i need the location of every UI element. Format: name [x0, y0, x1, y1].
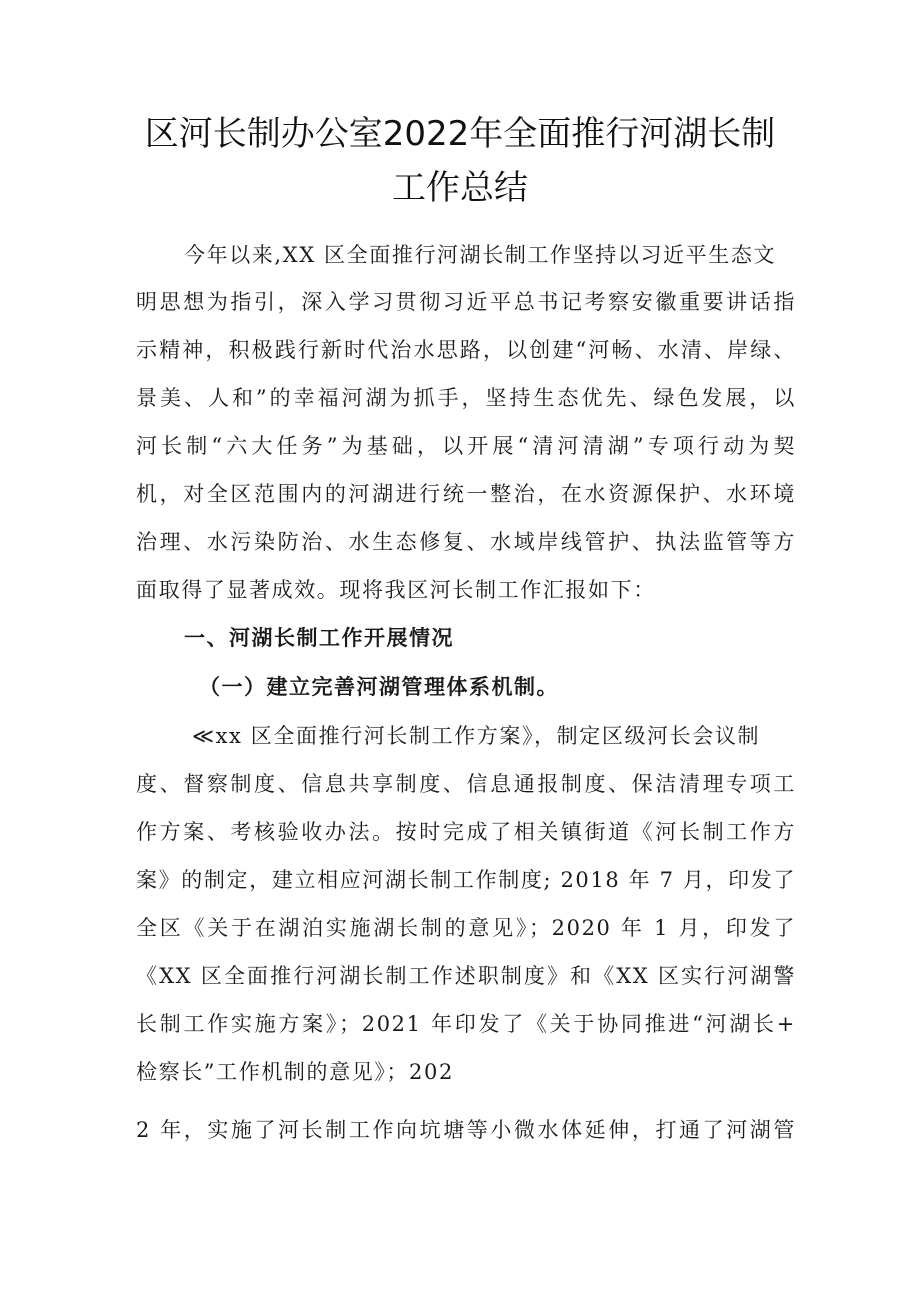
intro-paragraph-line: 景美、人和”的幸福河湖为抓手，坚持生态优先、绿色发展，以	[136, 386, 796, 410]
intro-paragraph-line: 河长制“六大任务”为基础，以开展“清河清湖”专项行动为契	[136, 434, 796, 458]
body-paragraph-line: 作方案、考核验收办法。按时完成了相关镇街道《河长制工作方	[136, 820, 796, 844]
body-paragraph-line: 全区《关于在湖泊实施湖长制的意见》；2020 年 1 月，印发了	[136, 916, 796, 940]
continuation-line: 2 年，实施了河长制工作向坑塘等小微水体延伸，打通了河湖管	[136, 1118, 796, 1142]
intro-paragraph-line: 面取得了显著成效。现将我区河长制工作汇报如下：	[136, 578, 656, 602]
subsection-heading: （一）建立完善河湖管理体系机制。	[199, 675, 559, 699]
intro-paragraph-line: 机，对全区范围内的河湖进行统一整治，在水资源保护、水环境	[136, 482, 796, 506]
body-paragraph-line: 检察长”工作机制的意见》；202	[136, 1060, 454, 1084]
body-paragraph-line: 案》的制定，建立相应河湖长制工作制度; 2018 年 7 月，印发了	[136, 868, 796, 892]
body-paragraph-line: 《XX 区全面推行河湖长制工作述职制度》和《XX 区实行河湖警	[136, 964, 796, 988]
document-title-line-1: 区河长制办公室2022年全面推行河湖长制	[144, 114, 776, 154]
document-title-line-2: 工作总结	[392, 168, 528, 208]
intro-paragraph-line: 治理、水污染防治、水生态修复、水域岸线管护、执法监管等方	[136, 530, 796, 554]
body-paragraph-line: ≪xx 区全面推行河长制工作方案》，制定区级河长会议制	[192, 724, 761, 748]
body-paragraph-line: 度、督察制度、信息共享制度、信息通报制度、保洁清理专项工	[136, 772, 796, 796]
section-heading: 一、河湖长制工作开展情况	[184, 626, 454, 650]
intro-paragraph-line: 明思想为指引，深入学习贯彻习近平总书记考察安徽重要讲话指	[136, 290, 796, 314]
intro-paragraph-line: 今年以来,XX 区全面推行河湖长制工作坚持以习近平生态文	[184, 243, 777, 267]
body-paragraph-line: 长制工作实施方案》；2021 年印发了《关于协同推进“河湖长+	[136, 1012, 796, 1036]
intro-paragraph-line: 示精神，积极践行新时代治水思路，以创建“河畅、水清、岸绿、	[136, 338, 796, 362]
